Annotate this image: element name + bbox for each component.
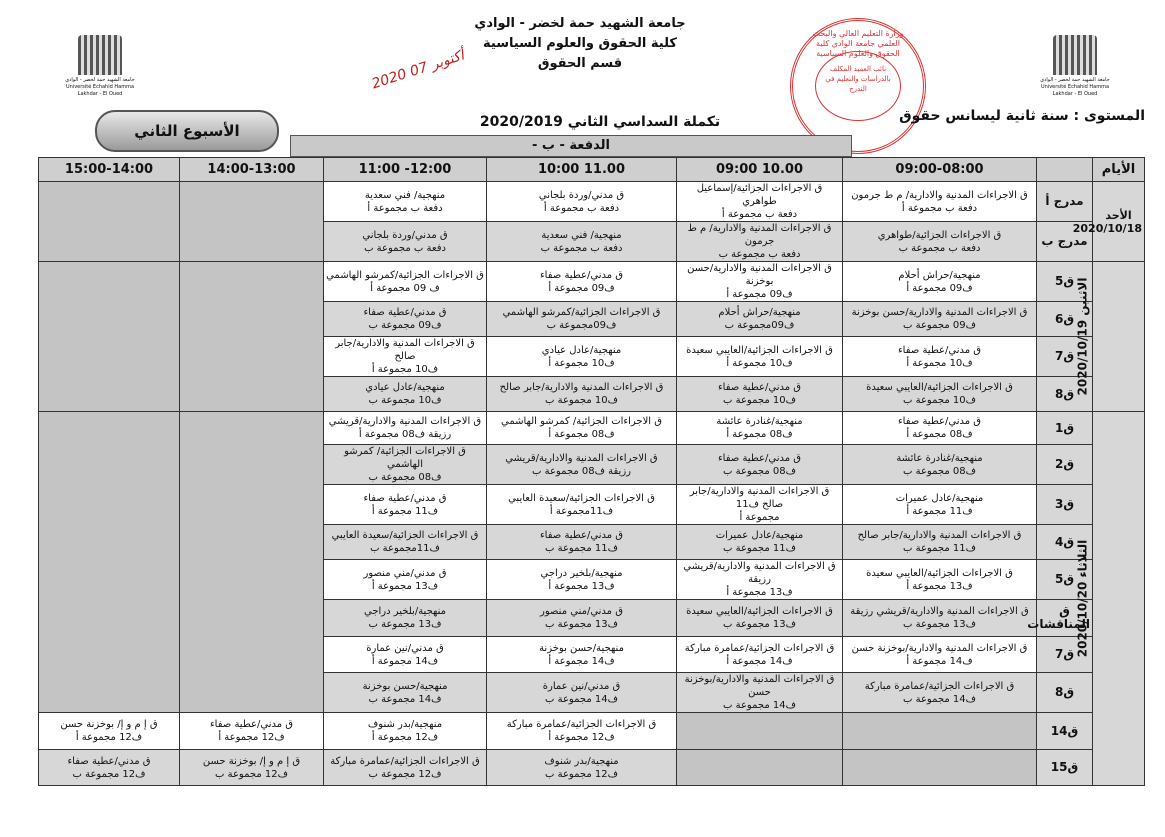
col-header-slot-3: 11.00 10:00 xyxy=(487,158,677,182)
faculty-name: كلية الحقوق والعلوم السياسية xyxy=(483,36,677,51)
col-header-days: الأيام xyxy=(1093,158,1145,182)
class-cell xyxy=(843,673,1037,713)
course-teacher: ق مدني/مني منصور xyxy=(363,567,447,579)
room-cell: ق1 xyxy=(1037,412,1093,445)
batch-label: الدفعة - ب - xyxy=(290,135,852,157)
course-teacher: ق الاجراءات الجزائية/كمرشو الهاشمي xyxy=(502,307,661,318)
university-name: جامعة الشهيد حمة لخضر - الوادي xyxy=(474,16,686,31)
course-teacher: منهجية/عادل عميرات xyxy=(715,530,804,541)
table-row xyxy=(39,750,1145,786)
group-label: ف10 مجموعة أ xyxy=(371,364,439,375)
date-stamp: 2020 أكتوبر 07 xyxy=(369,47,467,93)
room-cell: ق5 xyxy=(1037,262,1093,302)
course-teacher: ق الاجراءات المدنية والادارية/قريشي xyxy=(328,416,482,427)
group-label: ف13 مجموعة أ xyxy=(371,580,439,592)
group-label: ف11 مجموعة ب xyxy=(903,543,976,554)
course-teacher: ق مدني/نين عمارة xyxy=(366,642,444,654)
group-label: ف12 مجموعة ب xyxy=(72,768,146,780)
day-label: الثلاثاء 2020/10/20 xyxy=(1075,539,1090,657)
group-label: ف09 مجموعة أ xyxy=(726,289,793,300)
group-label: ف08 مجموعة أ xyxy=(906,429,973,440)
course-teacher: ق الاجراءات المدنية والادارية/جابر صالح xyxy=(499,382,664,393)
class-cell xyxy=(324,412,487,445)
course-teacher: ق الاجراءات الجزائية/ كمرشو الهاشمي xyxy=(500,416,662,427)
course-teacher: منهجية/حسن بوخزنة xyxy=(362,680,448,692)
col-header-slot-1: 09:00-08:00 xyxy=(843,158,1037,182)
course-teacher: ق الاجراءات المدنية والادارية/بوخزنة حسن xyxy=(684,674,835,698)
logo-caption: جامعة الشهيد حمة لخضر - الوادي Université Echahid Hamma Lakhdar - El Oued xyxy=(1040,77,1110,97)
group-label: ف14 مجموعة ب xyxy=(545,693,618,705)
class-cell xyxy=(677,525,843,560)
group-label: ف10 مجموعة ب xyxy=(903,395,976,406)
room-cell: ق5 xyxy=(1037,560,1093,600)
day-cell-tuesday xyxy=(1075,412,1145,786)
group-label: ف09 مجموعة ب xyxy=(903,320,976,331)
empty-cell xyxy=(180,262,324,412)
group-label: دفعة ب مجموعة أ xyxy=(367,202,443,214)
course-teacher: ق مدني/عطية صفاء xyxy=(539,530,624,541)
group-label: ف14 مجموعة أ xyxy=(371,655,439,667)
table-row xyxy=(39,412,1145,445)
course-teacher: ق الاجراءات الجزائية/عمامرة مباركة xyxy=(506,719,657,730)
class-cell xyxy=(677,337,843,377)
class-cell xyxy=(180,750,324,786)
room-cell: ق3 xyxy=(1037,485,1093,525)
group-label: دفعة ب مجموعة ب xyxy=(718,249,801,260)
class-cell xyxy=(487,182,677,222)
class-cell xyxy=(324,637,487,673)
class-cell xyxy=(324,182,487,222)
room-cell: مدرج ب xyxy=(1037,222,1093,262)
course-teacher: ق إ م و إ/ بوخزنة حسن xyxy=(202,755,301,767)
group-label: ف13 مجموعة ب xyxy=(723,619,796,630)
group-label: ف09مجموعة ب xyxy=(724,320,795,331)
empty-cell xyxy=(843,713,1037,750)
class-cell xyxy=(487,337,677,377)
course-teacher: ق مدني/عطية صفاء xyxy=(67,755,151,767)
group-label: دفعة ب مجموعة أ xyxy=(901,202,978,214)
course-teacher: ق الاجراءات الجزائية/عمامرة مباركة xyxy=(864,680,1015,692)
group-label: ف11 مجموعة ب xyxy=(545,543,618,554)
course-teacher: ق الاجراءات الجزائية/العايبي سعيدة xyxy=(866,382,1013,393)
class-cell xyxy=(324,485,487,525)
group-label: ف08 مجموعة أ xyxy=(726,429,793,440)
course-teacher: ق مدني/عطية صفاء xyxy=(539,269,624,281)
course-teacher: منهجية/حراش أحلام xyxy=(718,307,801,318)
class-cell xyxy=(677,182,843,222)
class-cell xyxy=(677,673,843,713)
course-teacher: ق الاجراءات المدنية والادارية/جابر صالح ف11 xyxy=(689,486,830,510)
class-cell xyxy=(843,600,1037,637)
class-cell xyxy=(39,750,180,786)
class-cell xyxy=(324,673,487,713)
class-cell xyxy=(324,713,487,750)
class-cell xyxy=(180,713,324,750)
day-label: الاثنين 2020/10/19 xyxy=(1075,277,1090,395)
department-name: قسم الحقوق xyxy=(537,56,623,71)
course-teacher: ق الاجراءات المدنية والادارية/قريشي رزيقة xyxy=(850,606,1029,617)
group-label: ف12 مجموعة أ xyxy=(218,732,285,743)
university-logo-left xyxy=(60,35,140,95)
group-label: ف08 مجموعة ب xyxy=(368,472,442,483)
room-cell: ق المناقشات xyxy=(1037,600,1093,637)
group-label: دفعة ب مجموعة ب xyxy=(540,242,623,254)
class-cell xyxy=(677,560,843,600)
course-teacher: ق الاجراءات الجزائية/عمامرة مباركة xyxy=(684,642,835,654)
class-cell xyxy=(843,337,1037,377)
course-teacher: منهجية/حسن بوخزنة xyxy=(539,642,624,654)
class-cell xyxy=(324,750,487,786)
course-teacher: ق مدني/عطية صفاء xyxy=(363,492,447,504)
class-cell xyxy=(324,262,487,302)
class-cell xyxy=(843,485,1037,525)
group-label: مجموعة أ xyxy=(739,512,780,523)
class-cell xyxy=(677,302,843,337)
group-label: ف12 مجموعة أ xyxy=(75,732,143,743)
room-cell: ق14 xyxy=(1037,713,1093,750)
group-label: ف09 مجموعة ب xyxy=(368,320,442,331)
group-label: ف12 مجموعة ب xyxy=(368,768,442,780)
class-cell xyxy=(677,222,843,262)
course-teacher: ق مدني/مني منصور xyxy=(540,606,623,617)
official-stamp xyxy=(790,18,926,154)
class-cell xyxy=(487,673,677,713)
class-cell xyxy=(843,262,1037,302)
class-cell xyxy=(324,525,487,560)
group-label: ف14 مجموعة أ xyxy=(906,655,973,667)
class-cell xyxy=(487,750,677,786)
group-label: ف12 مجموعة أ xyxy=(548,732,615,743)
group-label: دفعة ب مجموعة ب xyxy=(364,242,446,254)
class-cell xyxy=(487,600,677,637)
class-cell xyxy=(487,445,677,485)
class-cell xyxy=(324,600,487,637)
course-teacher: ق الاجراءات المدنية والادارية/ م ط جرمون xyxy=(687,223,832,247)
university-logo-right xyxy=(1035,35,1115,95)
class-cell xyxy=(677,600,843,637)
room-cell: ق8 xyxy=(1037,673,1093,713)
course-teacher: ق الاجراءات المدنية والادارية/حسن بوخزنة xyxy=(687,263,832,287)
class-cell xyxy=(487,637,677,673)
class-cell xyxy=(487,262,677,302)
class-cell xyxy=(677,262,843,302)
course-teacher: منهجية/ فني سعدية xyxy=(541,229,622,241)
course-teacher: ق الاجراءات الجزائية/العايبي سعيدة xyxy=(686,344,833,356)
course-teacher: منهجية/بدر شنوف xyxy=(367,719,443,730)
class-cell xyxy=(487,222,677,262)
class-cell xyxy=(843,525,1037,560)
class-cell xyxy=(843,637,1037,673)
course-teacher: منهجية/ فني سعدية xyxy=(364,189,446,201)
day-cell-monday xyxy=(1075,262,1145,412)
col-header-slot-6: 15:00-14:00 xyxy=(39,158,180,182)
course-teacher: ق مدني/نين عمارة xyxy=(542,680,621,692)
course-teacher: منهجية/غنادرة عائشة xyxy=(716,416,803,427)
course-teacher: ق الاجراءات الجزائية/عمامرة مباركة xyxy=(330,755,480,767)
group-label: ف14 مجموعة ب xyxy=(723,700,796,711)
day-label: الأحد 2020/10/18 xyxy=(1072,208,1142,235)
group-label: ف11 مجموعة أ xyxy=(906,505,973,517)
class-cell xyxy=(843,412,1037,445)
empty-cell xyxy=(39,262,180,412)
room-cell: ق15 xyxy=(1037,750,1093,786)
group-label: ف13 مجموعة أ xyxy=(906,580,973,592)
class-cell xyxy=(324,222,487,262)
course-teacher: ق الاجراءات الجزائية/العايبي سعيدة xyxy=(686,606,833,617)
course-teacher: ق الاجراءات الجزائية/إسماعيل طواهري xyxy=(696,183,823,207)
col-header-slot-2: 10.00 09:00 xyxy=(677,158,843,182)
course-teacher: ق الاجراءات الجزائية/كمرشو الهاشمي xyxy=(326,269,484,281)
group-label: ف13 مجموعة ب xyxy=(545,619,618,630)
level-label: المستوى : سنة ثانية ليسانس حقوق xyxy=(899,108,1145,124)
class-cell xyxy=(487,560,677,600)
course-teacher: ق الاجراءات المدنية والادارية/حسن بوخزنة xyxy=(851,307,1028,318)
room-cell: ق7 xyxy=(1037,637,1093,673)
course-teacher: ق مدني/وردة بلجاني xyxy=(538,189,625,201)
group-label: ف09 مجموعة أ xyxy=(548,282,615,294)
group-label: رزيقة ف08 مجموعة ب xyxy=(532,465,631,477)
group-label: ف10 مجموعة ب xyxy=(545,395,618,406)
room-cell: ق7 xyxy=(1037,337,1093,377)
course-teacher: منهجية/بدر شنوف xyxy=(544,755,619,767)
group-label: ف 09 مجموعة أ xyxy=(370,282,440,294)
class-cell xyxy=(677,377,843,412)
group-label: ف08 مجموعة ب xyxy=(903,465,976,477)
course-teacher: ق الاجراءات الجزائية/طواهري xyxy=(877,229,1002,241)
day-cell-sunday xyxy=(1072,182,1145,262)
course-teacher: منهجية/عادل عيادي xyxy=(365,382,445,393)
class-cell xyxy=(487,412,677,445)
course-teacher: ق الاجراءات الجزائية/ كمرشو الهاشمي xyxy=(344,446,466,470)
empty-cell xyxy=(843,750,1037,786)
group-label: ف12 مجموعة ب xyxy=(215,768,288,780)
room-cell: ق8 xyxy=(1037,377,1093,412)
stamp-inner-text: نائب العميد المكلف بالدراسات والتعليم في التدرج xyxy=(815,51,901,121)
table-row xyxy=(39,182,1145,222)
course-teacher: ق الاجراءات الجزائية/العايبي سعيدة xyxy=(866,567,1013,579)
group-label: ف09مجموعة ب xyxy=(546,320,617,331)
room-cell: ق4 xyxy=(1037,525,1093,560)
group-label: ف14 مجموعة أ xyxy=(726,655,793,667)
course-teacher: منهجية/عادل عيادي xyxy=(541,344,622,356)
class-cell xyxy=(324,337,487,377)
group-label: دفعة ب مجموعة أ xyxy=(543,202,620,214)
room-cell: ق6 xyxy=(1037,302,1093,337)
group-label: ف10 مجموعة ب xyxy=(723,395,796,406)
class-cell xyxy=(843,377,1037,412)
group-label: ف12 مجموعة أ xyxy=(371,732,439,743)
class-cell xyxy=(677,445,843,485)
class-cell xyxy=(487,525,677,560)
class-cell xyxy=(843,302,1037,337)
week-label: الأسبوع الثاني xyxy=(95,110,279,152)
room-cell: ق2 xyxy=(1037,445,1093,485)
empty-cell xyxy=(39,182,180,262)
course-teacher: ق إ م و إ/ بوخزنة حسن xyxy=(60,719,158,730)
empty-cell xyxy=(180,182,324,262)
group-label: ف14 مجموعة ب xyxy=(368,693,442,705)
course-teacher: ق مدني/عطية صفاء xyxy=(717,452,802,464)
col-header-slot-5: 14:00-13:00 xyxy=(180,158,324,182)
group-label: ف10 مجموعة أ xyxy=(726,357,793,369)
empty-cell xyxy=(180,412,324,713)
course-teacher: ق الاجراءات المدنية والادارية/جابر صالح xyxy=(857,530,1022,541)
group-label: ف10 مجموعة ب xyxy=(368,395,442,406)
group-label: ف11مجموعة أ xyxy=(549,505,614,517)
logo-caption: جامعة الشهيد حمة لخضر - الوادي Université Echahid Hamma Lakhdar - El Oued xyxy=(65,77,135,97)
class-cell xyxy=(677,485,843,525)
class-cell xyxy=(677,637,843,673)
course-teacher: ق الاجراءات المدنية والادارية/جابر صالح xyxy=(335,338,475,362)
course-teacher: ق مدني/عطية صفاء xyxy=(363,307,447,318)
class-cell xyxy=(39,713,180,750)
group-label: ف13 مجموعة ب xyxy=(368,619,442,630)
group-label: ف08 مجموعة ب xyxy=(723,465,796,477)
group-label: ف09 مجموعة أ xyxy=(906,282,973,294)
group-label: دفعة ب مجموعة ب xyxy=(898,242,981,254)
course-teacher: منهجية/بلخير دراجي xyxy=(363,606,447,617)
empty-cell xyxy=(677,713,843,750)
class-cell xyxy=(324,377,487,412)
group-label: ف13 مجموعة أ xyxy=(548,580,615,592)
class-cell xyxy=(324,560,487,600)
stamp-outer-text: وزارة التعليم العالي والبحث العلمي جامعة الوادي كلية الحقوق والعلوم السياسية xyxy=(812,29,904,58)
col-header-slot-4: 12:00- 11:00 xyxy=(324,158,487,182)
group-label: ف12 مجموعة ب xyxy=(545,768,618,780)
empty-cell xyxy=(39,412,180,713)
group-label: ف11مجموعة ب xyxy=(370,543,440,554)
course-teacher: منهجية/غنادرة عائشة xyxy=(896,452,983,464)
course-teacher: ق مدني/وردة بلجاني xyxy=(362,229,448,241)
group-label: دفعة ب مجموعة أ xyxy=(721,209,798,220)
class-cell xyxy=(324,302,487,337)
group-label: ف10 مجموعة أ xyxy=(906,357,973,369)
table-row xyxy=(39,262,1145,302)
class-cell xyxy=(487,302,677,337)
course-teacher: ق الاجراءات المدنية والادارية/ م ط جرمون xyxy=(851,189,1028,201)
course-teacher: ق مدني/عطية صفاء xyxy=(897,344,982,356)
empty-cell xyxy=(677,750,843,786)
group-label: ف13 مجموعة ب xyxy=(903,619,976,630)
course-teacher: منهجية/بلخير دراجي xyxy=(540,567,623,579)
table-row xyxy=(39,713,1145,750)
class-cell xyxy=(843,445,1037,485)
group-label: ف11 مجموعة ب xyxy=(723,543,796,554)
schedule-table xyxy=(38,157,1145,786)
class-cell xyxy=(843,560,1037,600)
course-teacher: منهجية/حراش أحلام xyxy=(898,269,981,281)
course-teacher: ق الاجراءات الجزائية/سعيدة العايبي xyxy=(331,530,479,541)
header-row xyxy=(39,158,1145,182)
class-cell xyxy=(843,222,1037,262)
class-cell xyxy=(487,485,677,525)
class-cell xyxy=(487,377,677,412)
course-teacher: ق الاجراءات المدنية والادارية/قريشي xyxy=(505,452,658,464)
room-cell: مدرج أ xyxy=(1037,182,1093,222)
course-teacher: منهجية/عادل عميرات xyxy=(895,492,984,504)
col-header-room xyxy=(1037,158,1093,182)
class-cell xyxy=(843,182,1037,222)
course-teacher: ق مدني/عطية صفاء xyxy=(717,382,802,393)
course-teacher: ق مدني/عطية صفاء xyxy=(897,416,982,427)
class-cell xyxy=(487,713,677,750)
page-title: تكملة السداسي الثاني 2020/2019 xyxy=(479,114,721,130)
course-teacher: ق مدني/عطية صفاء xyxy=(209,719,294,730)
group-label: رزيقة ف08 مجموعة أ xyxy=(358,429,452,440)
group-label: ف11 مجموعة أ xyxy=(371,505,439,517)
class-cell xyxy=(324,445,487,485)
group-label: ف08 مجموعة أ xyxy=(548,429,615,440)
course-teacher: ق الاجراءات المدنية والادارية/قريشي رزيقة xyxy=(683,561,836,585)
group-label: ف13 مجموعة أ xyxy=(726,587,793,598)
course-teacher: ق الاجراءات المدنية والادارية/بوخزنة حسن xyxy=(851,642,1028,654)
class-cell xyxy=(677,412,843,445)
group-label: ف10 مجموعة أ xyxy=(548,357,615,369)
course-teacher: ق الاجراءات الجزائية/سعيدة العايبي xyxy=(508,492,655,504)
group-label: ف14 مجموعة أ xyxy=(548,655,615,667)
group-label: ف14 مجموعة ب xyxy=(903,693,976,705)
